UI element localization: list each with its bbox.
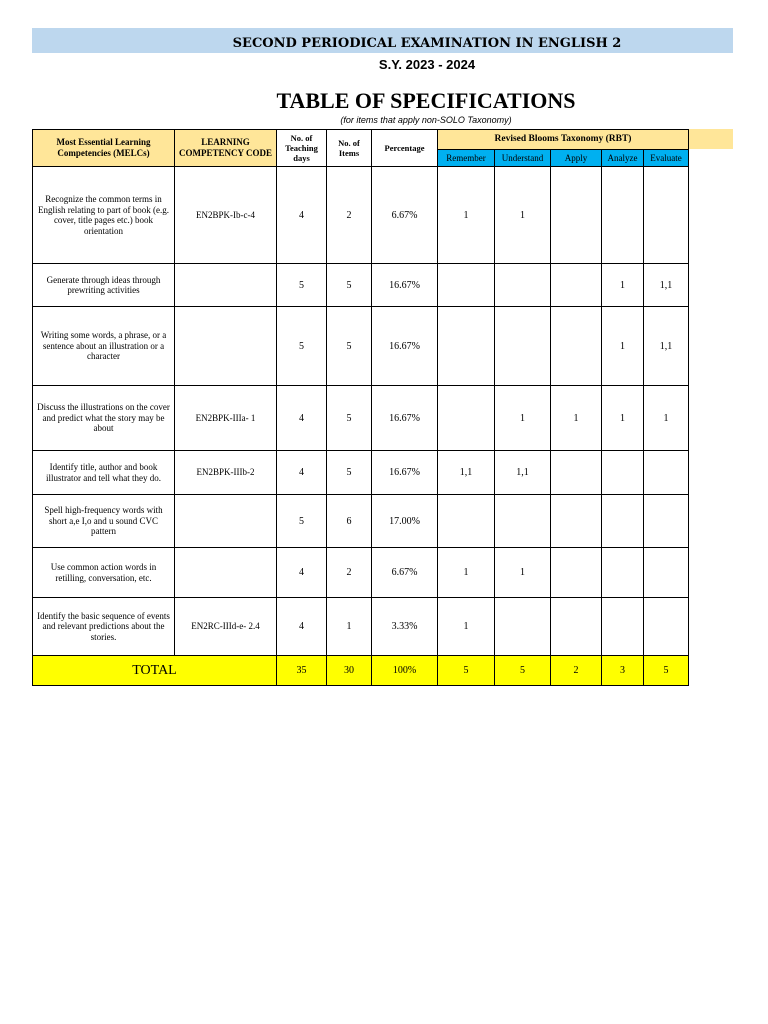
page-title: TABLE OF SPECIFICATIONS: [276, 88, 576, 113]
code-cell: [175, 548, 277, 598]
melc-cell: Writing some words, a phrase, or a sentence about an illustration or a character: [33, 307, 175, 386]
taxonomy-note: (for items that apply non-SOLO Taxonomy): [340, 115, 512, 125]
evaluate-cell: 1: [644, 386, 689, 451]
understand-cell: 1: [495, 548, 551, 598]
understand-cell: 1,1: [495, 451, 551, 495]
table-row: [33, 167, 689, 264]
evaluate-cell: 1,1: [644, 264, 689, 307]
percentage-cell: 6.67%: [372, 167, 438, 264]
understand-cell: [495, 495, 551, 548]
remember-cell: [438, 307, 495, 386]
percentage-cell: 16.67%: [372, 451, 438, 495]
remember-cell: [438, 264, 495, 307]
code-cell: EN2BPK-Ib-c-4: [175, 167, 277, 264]
analyze-cell: 1: [602, 307, 644, 386]
melc-cell: Spell high-frequency words with short a,e I,o and u sound CVC pattern: [33, 495, 175, 548]
total-percentage: 100%: [372, 656, 438, 686]
total-teaching-days: 35: [277, 656, 327, 686]
items-cell: 5: [327, 386, 372, 451]
header-apply: Apply: [551, 150, 602, 167]
understand-cell: 1: [495, 167, 551, 264]
header-rbt: Revised Blooms Taxonomy (RBT): [438, 130, 689, 150]
percentage-cell: 17.00%: [372, 495, 438, 548]
percentage-cell: 3.33%: [372, 598, 438, 656]
table-row: [33, 451, 689, 495]
remember-cell: 1: [438, 548, 495, 598]
rbt-header-extension: [688, 129, 733, 149]
apply-cell: [551, 548, 602, 598]
teaching-days-cell: 5: [277, 307, 327, 386]
analyze-cell: 1: [602, 264, 644, 307]
remember-cell: 1,1: [438, 451, 495, 495]
evaluate-cell: [644, 598, 689, 656]
analyze-cell: [602, 167, 644, 264]
analyze-cell: 1: [602, 386, 644, 451]
items-cell: 1: [327, 598, 372, 656]
remember-cell: [438, 386, 495, 451]
items-cell: 5: [327, 451, 372, 495]
table-row: [33, 264, 689, 307]
remember-cell: 1: [438, 598, 495, 656]
melc-cell: Discuss the illustrations on the cover and predict what the story may be about: [33, 386, 175, 451]
understand-cell: [495, 307, 551, 386]
remember-cell: [438, 495, 495, 548]
evaluate-cell: 1,1: [644, 307, 689, 386]
header-code: LEARNING COMPETENCY CODE: [175, 130, 277, 167]
melc-cell: Identify title, author and book illustrator and tell what they do.: [33, 451, 175, 495]
total-label: TOTAL: [33, 656, 277, 686]
melc-cell: Generate through ideas through prewriting activities: [33, 264, 175, 307]
remember-cell: 1: [438, 167, 495, 264]
header-understand: Understand: [495, 150, 551, 167]
code-cell: EN2BPK-IIIa- 1: [175, 386, 277, 451]
evaluate-cell: [644, 495, 689, 548]
exam-title: SECOND PERIODICAL EXAMINATION IN ENGLISH 2: [232, 36, 622, 51]
header-melc: Most Essential Learning Competencies (MELCs): [33, 130, 175, 167]
teaching-days-cell: 5: [277, 264, 327, 307]
teaching-days-cell: 4: [277, 598, 327, 656]
table-row: [33, 386, 689, 451]
items-cell: 2: [327, 548, 372, 598]
apply-cell: 1: [551, 386, 602, 451]
analyze-cell: [602, 548, 644, 598]
header-items: No. of Items: [327, 130, 372, 167]
table-row: [33, 548, 689, 598]
melc-cell: Identify the basic sequence of events and relevant predictions about the stories.: [33, 598, 175, 656]
header-evaluate: Evaluate: [644, 150, 689, 167]
teaching-days-cell: 4: [277, 451, 327, 495]
header-percentage: Percentage: [372, 130, 438, 167]
analyze-cell: [602, 598, 644, 656]
header-teaching-days: No. of Teaching days: [277, 130, 327, 167]
school-year: S.Y. 2023 - 2024: [378, 57, 476, 72]
evaluate-cell: [644, 451, 689, 495]
total-understand: 5: [495, 656, 551, 686]
analyze-cell: [602, 451, 644, 495]
items-cell: 5: [327, 307, 372, 386]
apply-cell: [551, 598, 602, 656]
total-evaluate: 5: [644, 656, 689, 686]
total-items: 30: [327, 656, 372, 686]
total-analyze: 3: [602, 656, 644, 686]
items-cell: 6: [327, 495, 372, 548]
percentage-cell: 16.67%: [372, 264, 438, 307]
total-row: [33, 656, 689, 686]
melc-cell: Use common action words in retilling, conversation, etc.: [33, 548, 175, 598]
understand-cell: [495, 264, 551, 307]
apply-cell: [551, 167, 602, 264]
melc-cell: Recognize the common terms in English relating to part of book (e.g. cover, title pages etc.) book orientation: [33, 167, 175, 264]
code-cell: EN2BPK-IIIb-2: [175, 451, 277, 495]
teaching-days-cell: 4: [277, 548, 327, 598]
understand-cell: [495, 598, 551, 656]
header-remember: Remember: [438, 150, 495, 167]
analyze-cell: [602, 495, 644, 548]
table-row: [33, 495, 689, 548]
items-cell: 2: [327, 167, 372, 264]
table-row: [33, 598, 689, 656]
header-analyze: Analyze: [602, 150, 644, 167]
percentage-cell: 6.67%: [372, 548, 438, 598]
table-row: [33, 307, 689, 386]
apply-cell: [551, 495, 602, 548]
apply-cell: [551, 451, 602, 495]
apply-cell: [551, 264, 602, 307]
evaluate-cell: [644, 548, 689, 598]
items-cell: 5: [327, 264, 372, 307]
specifications-table: [32, 129, 689, 686]
teaching-days-cell: 4: [277, 167, 327, 264]
teaching-days-cell: 5: [277, 495, 327, 548]
teaching-days-cell: 4: [277, 386, 327, 451]
percentage-cell: 16.67%: [372, 307, 438, 386]
code-cell: [175, 307, 277, 386]
understand-cell: 1: [495, 386, 551, 451]
total-remember: 5: [438, 656, 495, 686]
code-cell: [175, 495, 277, 548]
apply-cell: [551, 307, 602, 386]
code-cell: EN2RC-IIId-e- 2.4: [175, 598, 277, 656]
evaluate-cell: [644, 167, 689, 264]
percentage-cell: 16.67%: [372, 386, 438, 451]
code-cell: [175, 264, 277, 307]
total-apply: 2: [551, 656, 602, 686]
